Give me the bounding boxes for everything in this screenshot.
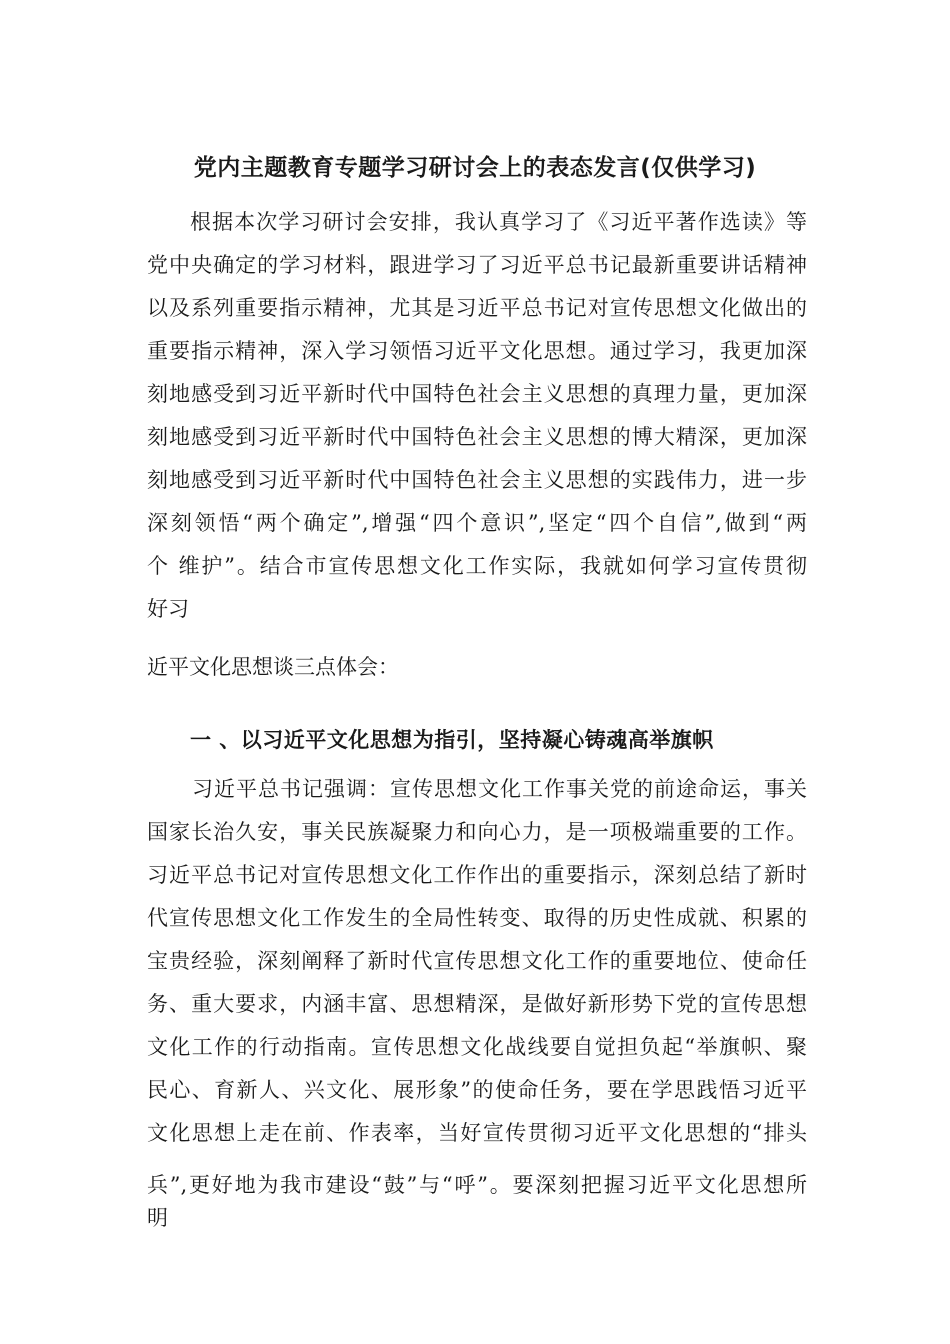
paragraph-line: 根据本次学习研讨会安排，我认真学习了《习近平著作选读》等 xyxy=(190,210,807,234)
paragraph-line: 近平文化思想谈三点体会： xyxy=(147,655,399,679)
paragraph-line: 个 维护”。结合市宣传思想文化工作实际，我就如何学习宣传贯彻 xyxy=(147,554,807,578)
paragraph-line: 以及系列重要指示精神，尤其是习近平总书记对宣传思想文化做出的 xyxy=(147,296,807,320)
document-title: 党内主题教育专题学习研讨会上的表态发言(仅供学习) xyxy=(193,155,757,181)
paragraph-line: 民心、育新人、兴文化、展形象”的使命任务，要在学思践悟习近平 xyxy=(147,1078,807,1102)
paragraph-line: 兵”,更好地为我市建设“鼓”与“呼”。要深刻把握习近平文化思想所 xyxy=(147,1173,807,1197)
paragraph-line: 明 xyxy=(147,1206,168,1230)
paragraph-line: 务、重大要求，内涵丰富、思想精深，是做好新形势下党的宣传思想 xyxy=(147,992,807,1016)
paragraph-line: 宝贵经验，深刻阐释了新时代宣传思想文化工作的重要地位、使命任 xyxy=(147,949,807,973)
section-heading: 一 、以习近平文化思想为指引，坚持凝心铸魂高举旗帜 xyxy=(190,728,714,752)
paragraph-line: 刻地感受到习近平新时代中国特色社会主义思想的真理力量，更加深 xyxy=(147,382,807,406)
paragraph-line: 文化工作的行动指南。宣传思想文化战线要自觉担负起“举旗帜、聚 xyxy=(147,1035,807,1059)
paragraph-line: 刻地感受到习近平新时代中国特色社会主义思想的博大精深，更加深 xyxy=(147,425,807,449)
paragraph-line: 文化思想上走在前、作表率，当好宣传贯彻习近平文化思想的“排头 xyxy=(147,1121,807,1145)
paragraph-line: 代宣传思想文化工作发生的全局性转变、取得的历史性成就、积累的 xyxy=(147,906,807,930)
paragraph-line: 好习 xyxy=(147,597,189,621)
paragraph-line: 深刻领悟“两个确定”,增强“四个意识”,坚定“四个自信”,做到“两 xyxy=(147,511,807,535)
paragraph-line: 习近平总书记强调：宣传思想文化工作事关党的前途命运，事关 xyxy=(192,777,807,801)
paragraph-line: 习近平总书记对宣传思想文化工作作出的重要指示，深刻总结了新时 xyxy=(147,863,807,887)
paragraph-line: 党中央确定的学习材料，跟进学习了习近平总书记最新重要讲话精神 xyxy=(147,253,807,277)
paragraph-line: 刻地感受到习近平新时代中国特色社会主义思想的实践伟力，进一步 xyxy=(147,468,807,492)
paragraph-line: 国家长治久安，事关民族凝聚力和向心力，是一项极端重要的工作。 xyxy=(147,820,807,844)
paragraph-line: 重要指示精神，深入学习领悟习近平文化思想。通过学习，我更加深 xyxy=(147,339,807,363)
